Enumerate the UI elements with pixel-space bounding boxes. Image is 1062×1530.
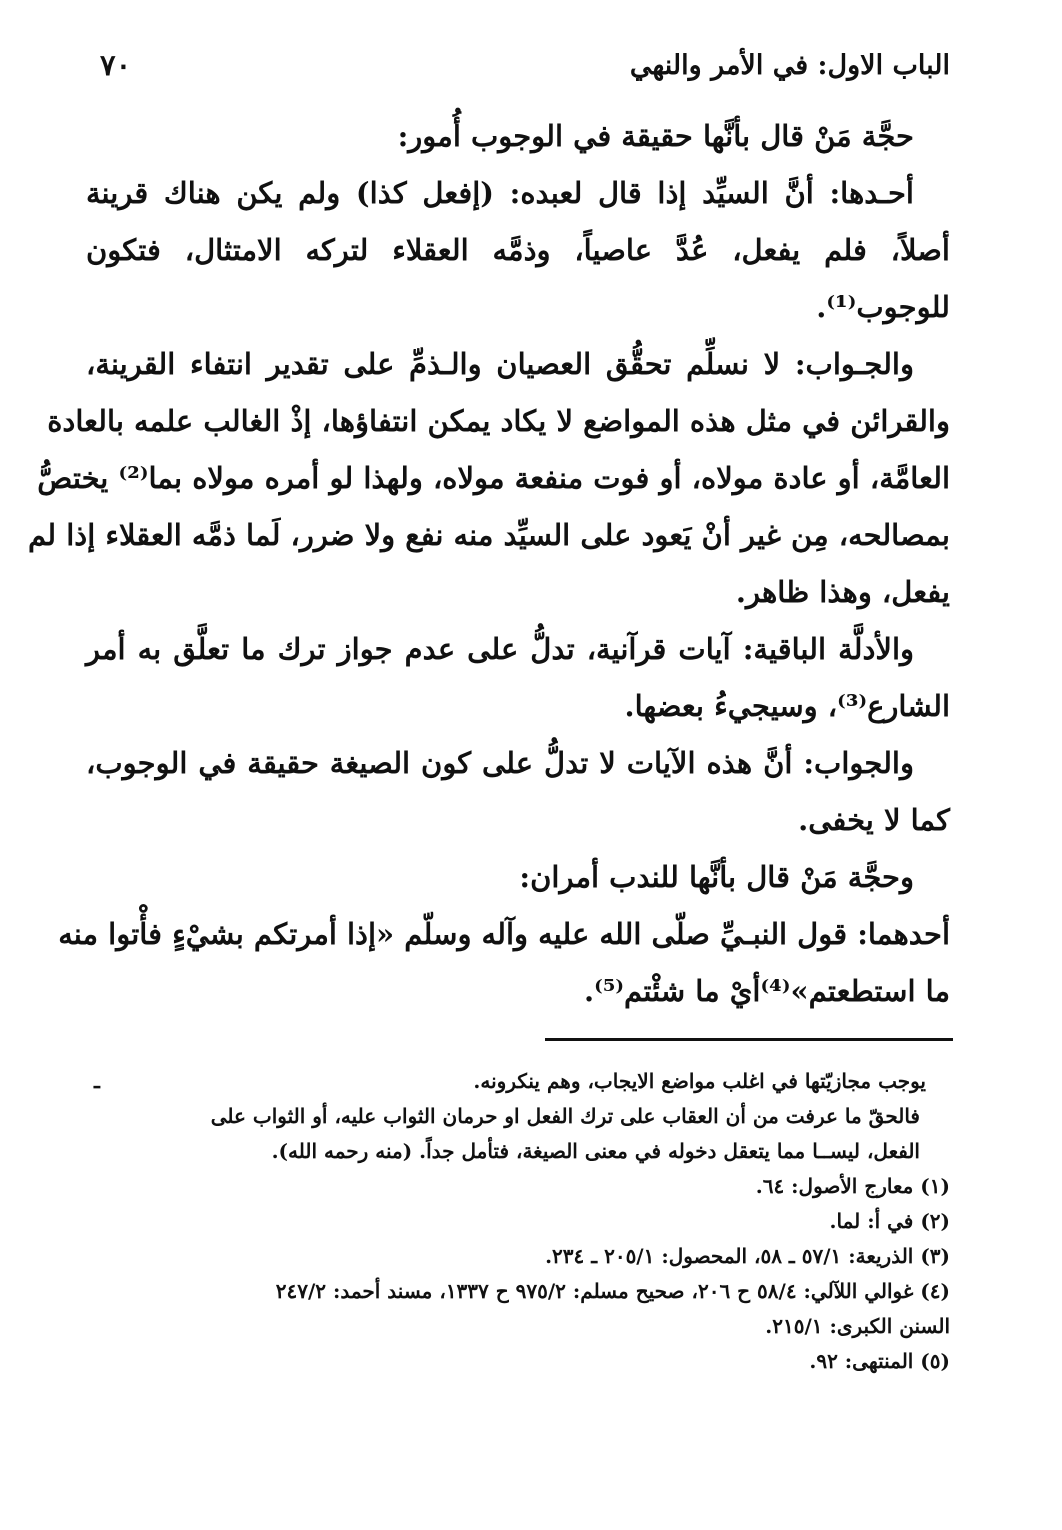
text-line: والجواب: أنَّ هذه الآيات لا تدلُّ على كون الصيغة حقيقة في الوجوب، xyxy=(86,746,914,780)
running-title: الباب الاول: في الأمر والنهي xyxy=(629,49,950,81)
text-line: أحـدها: أنَّ السيِّد إذا قال لعبده: (إفعل كذا) ولم يكن هناك قرينة xyxy=(86,176,914,210)
main-text xyxy=(27,108,950,1020)
text-line: حجَّة مَنْ قال بأنَّها حقيقة في الوجوب أُمور: xyxy=(397,119,914,153)
footnote-divider xyxy=(545,1038,953,1041)
footnote-note-line: فالحقّ ما عرفت من أن العقاب على ترك الفعل او حرمان الثواب عليه، أو الثواب على xyxy=(210,1104,920,1128)
footnote-ref: (١) معارج الأصول: ٦٤. xyxy=(755,1174,950,1198)
text-line: والقرائن في مثل هذه المواضع لا يكاد يمكن انتفاؤها، إذْ الغالب علمه بالعادة xyxy=(47,404,950,438)
continuation-dash: ـ xyxy=(94,1069,100,1093)
page-number: ٧٠ xyxy=(100,48,132,82)
text-line: الشارع⁽³⁾، وسيجيءُ بعضها. xyxy=(624,689,950,723)
text-line: أصلاً، فلم يفعل، عُدَّ عاصياً، وذمَّه العقلاء لتركه الامتثال، فتكون xyxy=(86,233,950,267)
footnote-ref: (٢) في أ: لما. xyxy=(829,1209,950,1233)
text-line: والجـواب: لا نسلِّم تحقُّق العصيان والـذمِّ على تقدير انتفاء القرينة، xyxy=(86,347,914,381)
footnote-ref: (٣) الذريعة: ٥٧/١ ـ ٥٨، المحصول: ٢٠٥/١ ـ ٢٣٤. xyxy=(545,1244,950,1268)
footnote-note-line: الفعل، ليســا مما يتعقل دخوله في معنى الصيغة، فتأمل جداً. (منه رحمه الله). xyxy=(271,1139,920,1163)
text-line: أحدهما: قول النبـيِّ صلّى الله عليه وآله وسلّم «إذا أمرتكم بشيْءٍ فأْتوا منه xyxy=(58,917,950,951)
footnote-note-line xyxy=(86,1064,950,1099)
text-line: كما لا يخفى. xyxy=(798,803,950,837)
text-line: والأدلَّة الباقية: آيات قرآنية، تدلُّ على عدم جواز ترك ما تعلَّق به أمر xyxy=(86,632,914,666)
footnotes xyxy=(86,1064,950,1379)
text-line: بمصالحه، مِن غير أنْ يَعود على السيِّد منه نفع ولا ضرر، لَما ذمَّه العقلاء إذا لم xyxy=(27,518,950,552)
footnote-ref-continuation: السنن الكبرى: ٢١٥/١. xyxy=(765,1314,950,1338)
footnote-ref: (٤) غوالي اللآلي: ٥٨/٤ ح ٢٠٦، صحيح مسلم: ٩٧٥/٢ ح ١٣٣٧، مسند أحمد: ٢٤٧/٢ xyxy=(275,1279,950,1303)
page-header xyxy=(100,40,950,90)
text-line: وحجَّة مَنْ قال بأنَّها للندب أمران: xyxy=(519,860,914,894)
text-line: العامَّة، أو عادة مولاه، أو فوت منفعة مولاه، ولهذا لو أمره مولاه بما⁽²⁾ يختصُّ xyxy=(37,461,950,495)
footnote-ref: (٥) المنتهى: ٩٢. xyxy=(809,1349,950,1373)
text-line: ما استطعتم»⁽⁴⁾أيْ ما شئْتم⁽⁵⁾. xyxy=(583,974,950,1008)
text-line: يفعل، وهذا ظاهر. xyxy=(735,575,950,609)
footnote-note-text: يوجب مجازيّتها في اغلب مواضع الايجاب، وهم ينكرونه. xyxy=(473,1069,926,1093)
text-line: للوجوب⁽¹⁾. xyxy=(816,290,950,324)
